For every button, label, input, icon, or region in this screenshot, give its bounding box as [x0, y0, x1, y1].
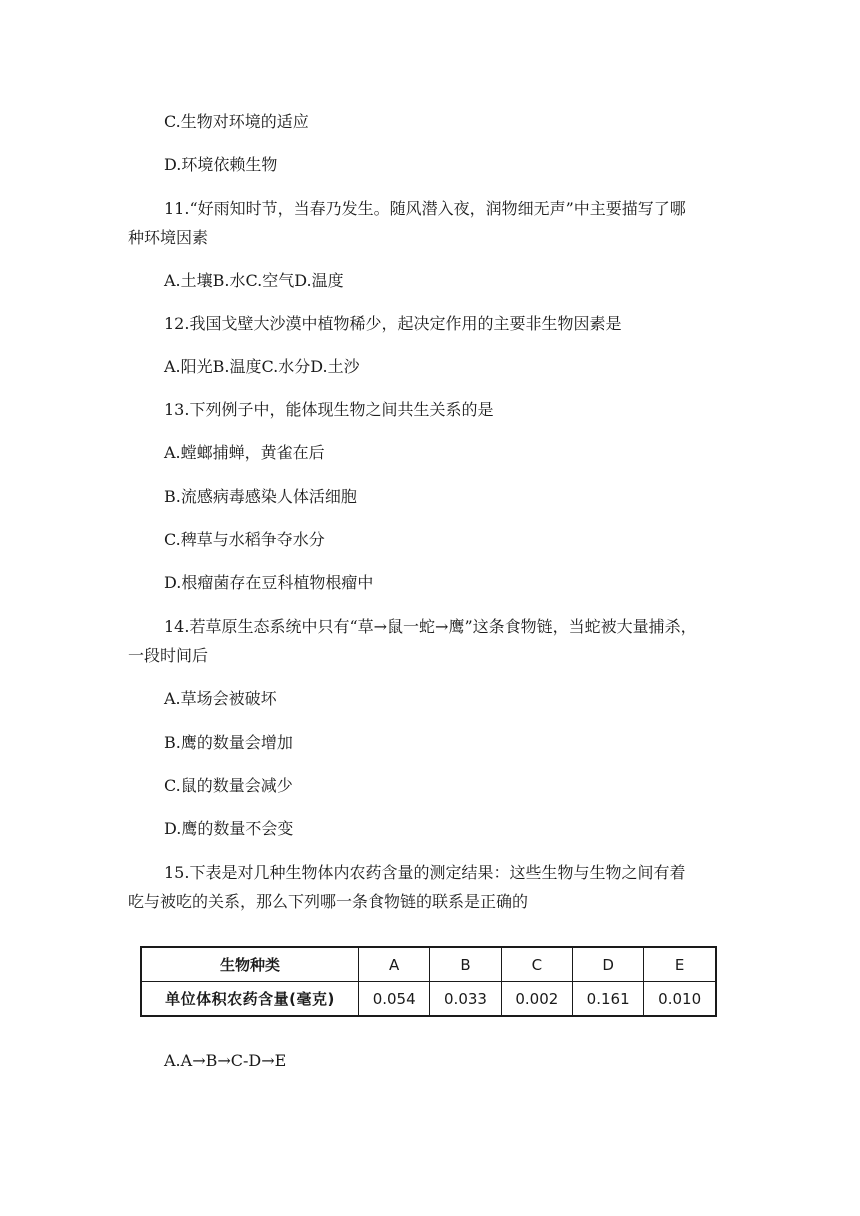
table-col-header: E: [644, 947, 716, 982]
table-header-row: [141, 947, 716, 982]
table-col-header: D: [572, 947, 643, 982]
q11-stem-line-2: 种环境因素: [128, 228, 209, 247]
table-col-header: B: [430, 947, 501, 982]
q14-stem-line-2: 一段时间后: [128, 646, 209, 665]
q10-option-c: C.生物对环境的适应: [164, 112, 309, 131]
q10-option-d: D.环境依赖生物: [164, 155, 278, 174]
table-header-label: 生物种类: [141, 947, 359, 982]
table-row-label: 单位体积农药含量(毫克): [141, 982, 359, 1017]
table-col-header: C: [501, 947, 572, 982]
q14-stem-line-1: 14.若草原生态系统中只有“草→鼠一蛇→鹰”这条食物链，当蛇被大量捕杀，: [164, 617, 697, 636]
q13-option-a: A.螳螂捕蝉，黄雀在后: [164, 443, 325, 462]
pesticide-content-table: [140, 946, 717, 1017]
q13-option-b: B.流感病毒感染人体活细胞: [164, 487, 357, 506]
table-row: [141, 982, 716, 1017]
q13-option-d: D.根瘤菌存在豆科植物根瘤中: [164, 573, 374, 592]
table-cell: 0.033: [430, 982, 501, 1017]
q14-option-a: A.草场会被破坏: [164, 689, 277, 708]
q11-options: A.土壤B.水C.空气D.温度: [164, 271, 344, 290]
q14-option-d: D.鹰的数量不会变: [164, 819, 294, 838]
q15-stem-line-2: 吃与被吃的关系，那么下列哪一条食物链的联系是正确的: [128, 892, 529, 911]
q14-option-c: C.鼠的数量会减少: [164, 776, 293, 795]
q13-option-c: C.稗草与水稻争夺水分: [164, 530, 325, 549]
table-col-header: A: [359, 947, 430, 982]
q11-stem-line-1: 11.“好雨知时节，当春乃发生。随风潜入夜，润物细无声”中主要描写了哪: [164, 199, 686, 218]
q12-stem: 12.我国戈壁大沙漠中植物稀少，起决定作用的主要非生物因素是: [164, 314, 622, 333]
q12-options: A.阳光B.温度C.水分D.土沙: [164, 357, 360, 376]
q15-stem-line-1: 15.下表是对几种生物体内农药含量的测定结果：这些生物与生物之间有着: [164, 863, 686, 882]
q14-option-b: B.鹰的数量会增加: [164, 733, 293, 752]
table-cell: 0.010: [644, 982, 716, 1017]
table-cell: 0.161: [572, 982, 643, 1017]
q15-option-a: A.A→B→C-D→E: [164, 1051, 287, 1070]
table-cell: 0.054: [359, 982, 430, 1017]
table-cell: 0.002: [501, 982, 572, 1017]
q13-stem: 13.下列例子中，能体现生物之间共生关系的是: [164, 400, 494, 419]
